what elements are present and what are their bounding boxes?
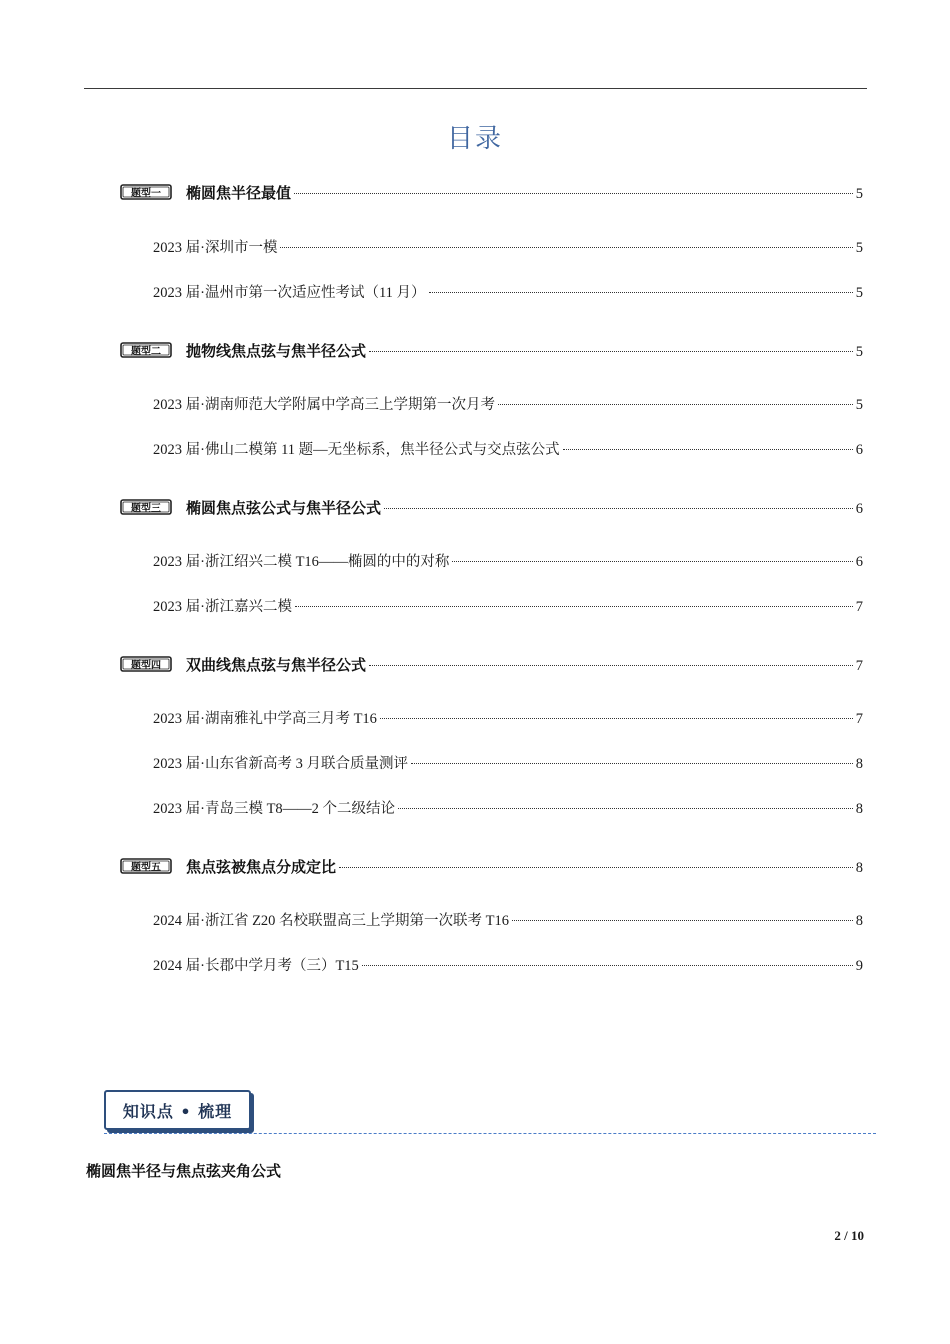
svg-text:题型二: 题型二 (131, 346, 161, 358)
toc-entry-label: 2023 届·浙江嘉兴二模 (153, 599, 292, 615)
dot-leader (369, 351, 853, 352)
knowledge-points-box: 知识点 • 梳理 (104, 1090, 251, 1130)
toc-subentry[interactable] (153, 595, 863, 616)
toc-page-number: 5 (855, 344, 863, 360)
toc-section-entry[interactable] (120, 854, 863, 877)
toc-entry-label: 2023 届·湖南雅礼中学高三月考 T16 (153, 711, 377, 727)
toc-page-number: 5 (855, 186, 863, 202)
toc-subentry[interactable] (153, 438, 863, 459)
toc-entry-label: 2023 届·山东省新高考 3 月联合质量测评 (153, 756, 408, 772)
toc-subentry[interactable] (153, 236, 863, 257)
toc-entry-label: 2023 届·温州市第一次适应性考试（11 月） (153, 285, 426, 301)
toc-section-entry[interactable] (120, 652, 863, 675)
toc-subentry[interactable] (153, 954, 863, 975)
dot-leader (362, 965, 853, 966)
toc-page-number: 7 (855, 711, 863, 727)
toc-entry-label: 椭圆焦半径最值 (186, 184, 292, 202)
toc-page-number: 5 (855, 285, 863, 301)
toc-entry-label: 双曲线焦点弦与焦半径公式 (186, 656, 367, 674)
dot-leader (384, 508, 853, 509)
svg-text:题型一: 题型一 (131, 188, 161, 200)
toc-entry-label: 2023 届·浙江绍兴二模 T16——椭圆的中的对称 (153, 554, 450, 570)
toc-entry-label: 2024 届·长郡中学月考（三）T15 (153, 958, 359, 974)
toc-entry-label: 2024 届·浙江省 Z20 名校联盟高三上学期第一次联考 T16 (153, 913, 510, 929)
question-type-badge (120, 341, 172, 359)
dot-leader (369, 665, 853, 666)
toc-section-entry[interactable] (120, 180, 863, 203)
toc-page-number: 7 (855, 599, 863, 615)
dot-leader (452, 561, 852, 562)
toc-subentry[interactable] (153, 281, 863, 302)
toc-page-number: 6 (855, 442, 863, 458)
toc-title: 目录 (446, 124, 503, 154)
toc-entry-label: 2023 届·青岛三模 T8——2 个二级结论 (153, 801, 396, 817)
toc-section-entry[interactable] (120, 338, 863, 361)
dot-leader (380, 718, 853, 719)
toc-subentry[interactable] (153, 707, 863, 728)
dot-leader (339, 867, 853, 868)
knowledge-dashed-divider (104, 1133, 876, 1134)
toc-entry-label: 2023 届·佛山二模第 11 题—无坐标系，焦半径公式与交点弦公式 (153, 442, 560, 458)
toc-entry-label: 2023 届·深圳市一模 (153, 240, 278, 256)
section-heading: 椭圆焦半径与焦点弦夹角公式 (86, 1162, 282, 1180)
toc-subentry[interactable] (153, 797, 863, 818)
toc-subentry[interactable] (153, 909, 863, 930)
toc-section-entry[interactable] (120, 495, 863, 518)
dot-leader (294, 193, 853, 194)
svg-text:题型五: 题型五 (131, 862, 161, 874)
toc-page-number: 8 (855, 860, 863, 876)
toc-page-number: 6 (855, 554, 863, 570)
toc-page-number: 9 (855, 958, 863, 974)
dot-leader (411, 763, 853, 764)
toc-entry-label: 焦点弦被焦点分成定比 (186, 858, 337, 876)
dot-leader (498, 404, 853, 405)
question-type-badge (120, 655, 172, 673)
dot-leader (295, 606, 853, 607)
toc-entry-label: 椭圆焦点弦公式与焦半径公式 (186, 499, 382, 517)
dot-leader (512, 920, 853, 921)
question-type-badge (120, 183, 172, 201)
toc-page-number: 7 (855, 658, 863, 674)
page-indicator: 2 / 10 (834, 1228, 864, 1243)
toc-entry-label: 抛物线焦点弦与焦半径公式 (186, 342, 367, 360)
dot-leader (563, 449, 853, 450)
dot-leader (429, 292, 853, 293)
toc-page-number: 6 (855, 501, 863, 517)
toc-subentry[interactable] (153, 550, 863, 571)
question-type-badge (120, 857, 172, 875)
toc-page-number: 8 (855, 756, 863, 772)
svg-text:题型三: 题型三 (131, 503, 161, 515)
question-type-badge (120, 498, 172, 516)
dot-leader (398, 808, 853, 809)
toc-subentry[interactable] (153, 393, 863, 414)
toc-entry-label: 2023 届·湖南师范大学附属中学高三上学期第一次月考 (153, 397, 495, 413)
toc-page-number: 5 (855, 240, 863, 256)
svg-text:题型四: 题型四 (131, 660, 161, 672)
toc-page-number: 8 (855, 913, 863, 929)
toc-subentry[interactable] (153, 752, 863, 773)
toc-page-number: 5 (855, 397, 863, 413)
dot-leader (280, 247, 852, 248)
header-rule (84, 88, 867, 89)
toc-page-number: 8 (855, 801, 863, 817)
